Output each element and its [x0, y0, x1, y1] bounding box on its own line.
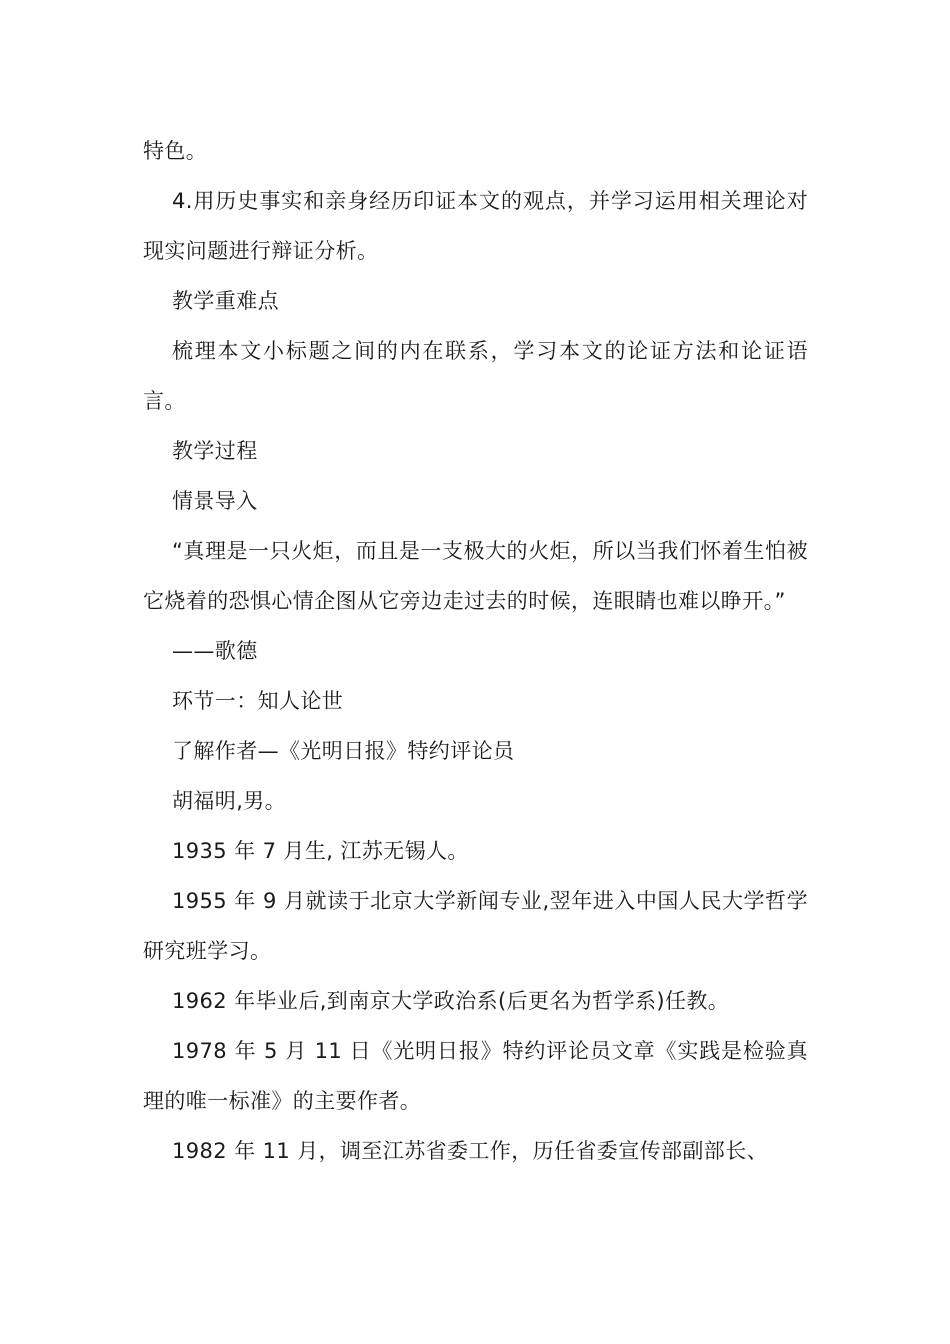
- paragraph-about-author: 了解作者—《光明日报》特约评论员: [172, 739, 515, 763]
- paragraph-1982: 1982 年 11 月，调至江苏省委工作，历任省委宣传部副部长、: [172, 1139, 768, 1163]
- paragraph-birth: 1935 年 7 月生, 江苏无锡人。: [172, 839, 469, 863]
- paragraph-key-difficulties: 梳理本文小标题之间的内在联系，学习本文的论证方法和论证语言。: [143, 339, 808, 413]
- paragraph-objective-4: 4.用历史事实和亲身经历印证本文的观点，并学习运用相关理论对现实问题进行辩证分析。: [143, 189, 808, 263]
- paragraph-1978: 1978 年 5 月 11 日《光明日报》特约评论员文章《实践是检验真理的唯一标准》的主要作者。: [143, 1039, 808, 1113]
- heading-key-difficulties: 教学重难点: [172, 289, 279, 313]
- heading-section-one: 环节一：知人论世: [172, 689, 344, 713]
- quote-attribution: ——歌德: [172, 639, 258, 663]
- paragraph-continuation: 特色。: [143, 139, 208, 163]
- heading-teaching-process: 教学过程: [172, 439, 258, 463]
- paragraph-quote: “真理是一只火炬，而且是一支极大的火炬，所以当我们怀着生怕被它烧着的恐惧心情企图从它旁边走过去的时候，连眼睛也难以睁开。”: [143, 539, 808, 613]
- heading-scene-intro: 情景导入: [172, 489, 258, 513]
- paragraph-1955: 1955 年 9 月就读于北京大学新闻专业,翌年进入中国人民大学哲学研究班学习。: [143, 889, 808, 963]
- paragraph-author-name: 胡福明,男。: [172, 789, 287, 813]
- document-body: [143, 126, 808, 1176]
- paragraph-1962: 1962 年毕业后,到南京大学政治系(后更名为哲学系)任教。: [172, 989, 730, 1013]
